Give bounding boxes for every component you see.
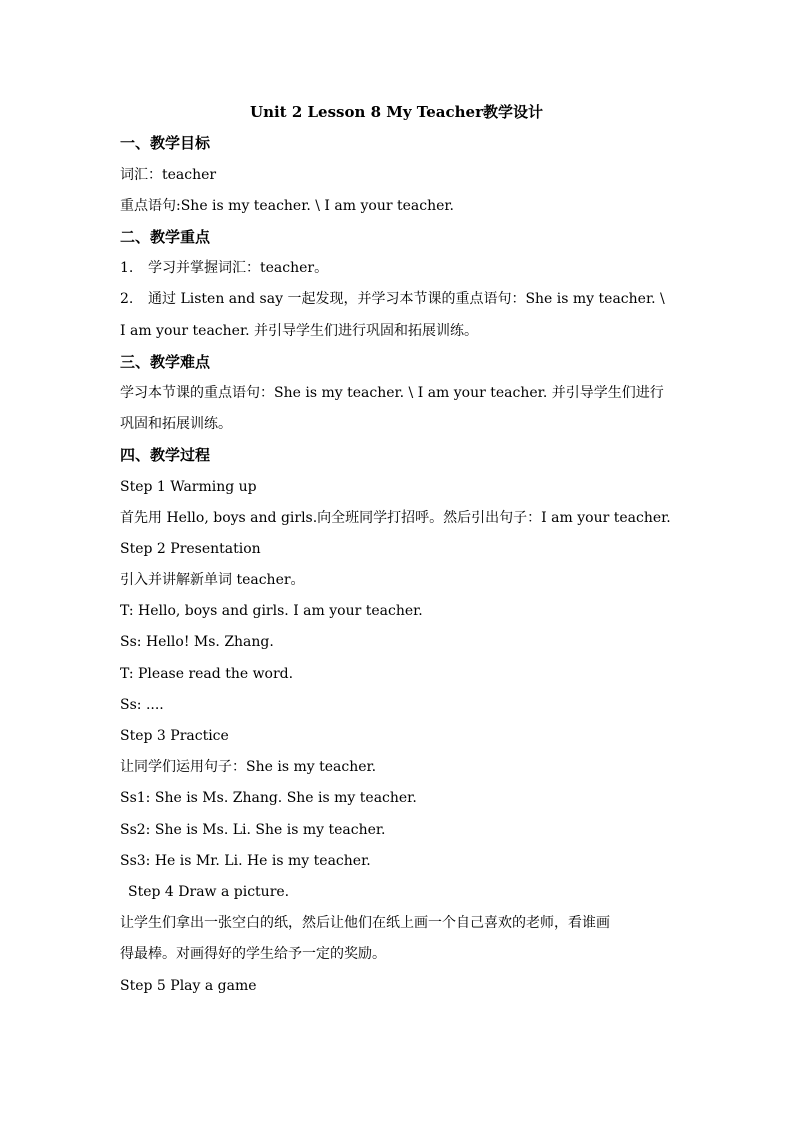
- list-text: 通过 Listen and say 一起发现，并学习本节课的重点语句：She is my teacher. \: [148, 291, 665, 307]
- key-point-item-2: [120, 288, 680, 310]
- step-3-text: 让同学们运用句子：She is my teacher.: [120, 759, 377, 775]
- dialogue-line: T: Hello, boys and girls. I am your teacher.: [120, 603, 423, 619]
- dialogue-line: Ss: Hello! Ms. Zhang.: [120, 634, 274, 650]
- document-title: Unit 2 Lesson 8 My Teacher教学设计: [250, 103, 543, 121]
- section-heading-difficulties: 三、教学难点: [120, 353, 211, 371]
- section-heading-key-points: 二、教学重点: [120, 228, 211, 246]
- dialogue-line: Ss: ....: [120, 697, 164, 713]
- difficulty-line-2: 巩固和拓展训练。: [120, 416, 232, 432]
- dialogue-line: Ss2: She is Ms. Li. She is my teacher.: [120, 822, 386, 838]
- step-4-heading: Step 4 Draw a picture.: [128, 884, 290, 900]
- dialogue-line: Ss1: She is Ms. Zhang. She is my teacher.: [120, 790, 417, 806]
- dialogue-line: Ss3: He is Mr. Li. He is my teacher.: [120, 853, 371, 869]
- list-text: 学习并掌握词汇：teacher。: [148, 260, 329, 276]
- vocabulary-line: 词汇：teacher: [120, 167, 217, 183]
- step-4-text-2: 得最棒。对画得好的学生给予一定的奖励。: [120, 946, 386, 962]
- step-3-heading: Step 3 Practice: [120, 728, 229, 744]
- step-1-text: 首先用 Hello, boys and girls.向全班同学打招呼。然后引出句子：I am your teacher.: [120, 510, 671, 526]
- step-1-heading: Step 1 Warming up: [120, 479, 257, 495]
- step-2-text: 引入并讲解新单词 teacher。: [120, 572, 305, 588]
- step-5-heading: Step 5 Play a game: [120, 978, 257, 994]
- key-sentences-line: 重点语句:She is my teacher. \ I am your teacher.: [120, 198, 454, 214]
- list-number: 1.: [120, 260, 134, 276]
- section-heading-objectives: 一、教学目标: [120, 134, 211, 152]
- list-number: 2.: [120, 291, 134, 307]
- dialogue-line: T: Please read the word.: [120, 666, 294, 682]
- difficulty-line-1: 学习本节课的重点语句：She is my teacher. \ I am your teacher. 并引导学生们进行: [120, 385, 664, 401]
- step-2-heading: Step 2 Presentation: [120, 541, 261, 557]
- step-4-text-1: 让学生们拿出一张空白的纸，然后让他们在纸上画一个自己喜欢的老师，看谁画: [120, 915, 610, 931]
- key-point-item-1: [120, 257, 680, 279]
- section-heading-process: 四、教学过程: [120, 446, 211, 464]
- key-point-item-2-continued: I am your teacher. 并引导学生们进行巩固和拓展训练。: [120, 323, 479, 339]
